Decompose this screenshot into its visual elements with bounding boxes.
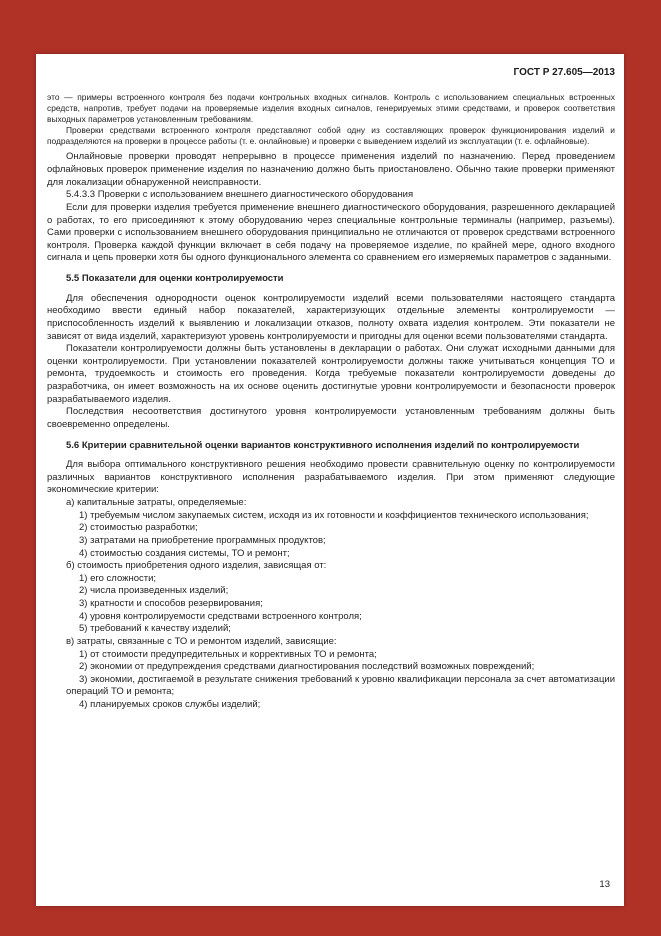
list-item: б) стоимость приобретения одного изделия, зависящая от:: [66, 560, 327, 572]
section-heading: 5.6 Критерии сравнительной оценки вариантов конструктивного исполнения изделий по контролируемости: [66, 439, 580, 451]
paragraph: Онлайновые проверки проводят непрерывно в процессе применения изделий по назначению. Перед проведением офлайновых проверок применение изделия по назначению должно быть приостановлено. Обычно такие проверки применяют для локализации обнаруженной неисправности.: [47, 151, 615, 188]
section-heading: 5.5 Показатели для оценки контролируемости: [66, 273, 284, 285]
document-page: [36, 54, 624, 906]
paragraph: Для выбора оптимального конструктивного решения необходимо провести сравнительную оценку по контролируемости различных вариантов конструктивного исполнения разрабатываемого изделия. При этом применяют следующие экономические критерии:: [47, 459, 615, 496]
list-item: 2) стоимостью разработки;: [79, 522, 198, 534]
list-item: 3) затратами на приобретение программных продуктов;: [79, 534, 326, 546]
paragraph: 5.4.3.3 Проверки с использованием внешнего диагностического оборудования: [66, 189, 414, 201]
list-item: 3) кратности и способов резервирования;: [79, 598, 263, 610]
list-item: 4) уровня контролируемости средствами встроенного контроля;: [79, 610, 362, 622]
paragraph: Если для проверки изделия требуется применение внешнего диагностического оборудования, разрешенного декларацией о работах, то его присоединяют к этому оборудованию через специальные контрольные терминалы (например, разъемы). Сами проверки с использованием внешнего оборудования принципиально не отличаются от проверок средствами встроенного контроля. Проверка каждой функции включает в себя подачу на проверяемое изделие, по крайней мере, одного входного сигнала и цепь проверки хотя бы одного функционального элемента со сравнением его измеряемых параметров с заданными.: [47, 201, 615, 264]
paragraph: Последствия несоответствия достигнутого уровня контролируемости установленным требованиям должны быть своевременно определены.: [47, 406, 615, 430]
document-content: [36, 54, 624, 712]
list-item: 1) требуемым числом закупаемых систем, исходя из их готовности и коэффициентов технического использования;: [79, 509, 589, 521]
document-body: [47, 92, 615, 712]
list-item: 4) стоимостью создания системы, ТО и ремонт;: [79, 547, 290, 559]
list-item: 4) планируемых сроков службы изделий;: [79, 699, 261, 711]
list-item: 2) числа произведенных изделий;: [79, 585, 229, 597]
list-item: 2) экономии от предупреждения средствами диагностирования последствий возможных повреждений;: [79, 661, 535, 673]
list-item: 3) экономии, достигаемой в результате снижения требований к уровню квалификации персонала за счет автоматизации операций ТО и ремонта;: [66, 673, 615, 698]
paragraph: Для обеспечения однородности оценок контролируемости изделий всеми пользователями настоящего стандарта необходимо ввести единый набор показателей, характеризующих отдельные элементы контролируемости — приспособленность изделий к выявлению и локализации отказов, полноту охвата изделия контролем. Эти показатели не зависят от вида изделий, характеризуют уровень контролируемости и пригодны для оценки всеми пользователями стандарта.: [47, 292, 615, 342]
list-item: 5) требований к качеству изделий;: [79, 623, 231, 635]
paragraph: это — примеры встроенного контроля без подачи контрольных входных сигналов. Контроль с использованием специальных встроенных средств, напротив, требует подачи на проверяемые изделия входных сигналов, генерируемых этими средствами, и проверок соответствия выходных параметров установленным требованиям.: [47, 92, 615, 125]
paragraph: Показатели контролируемости должны быть установлены в декларации о работах. Они служат исходными данными для оценки контролируемости. При установлении показателей контролируемости должны также учитываться концепция ТО и ремонта, трудоемкость и стоимость его проведения. Когда требуемые показатели контролируемости доведены до разработчика, он имеет возможность на их основе оценить достигнутые уровни контролируемости и безопасности проверок разрабатываемого изделия.: [47, 343, 615, 405]
paragraph: Проверки средствами встроенного контроля представляют собой одну из составляющих проверок функционирования изделий и подразделяются на проверки в процессе работы (т. е. онлайновые) и проверки с выведением изделий из эксплуатации (т. е. офлайновые).: [47, 125, 615, 147]
list-item: 1) от стоимости предупредительных и коррективных ТО и ремонта;: [79, 648, 377, 660]
page-number: 13: [599, 879, 610, 890]
list-item: а) капитальные затраты, определяемые:: [66, 497, 247, 509]
document-header: ГОСТ Р 27.605—2013: [513, 67, 615, 78]
list-item: 1) его сложности;: [79, 572, 157, 584]
list-item: в) затраты, связанные с ТО и ремонтом изделий, зависящие:: [66, 635, 337, 647]
